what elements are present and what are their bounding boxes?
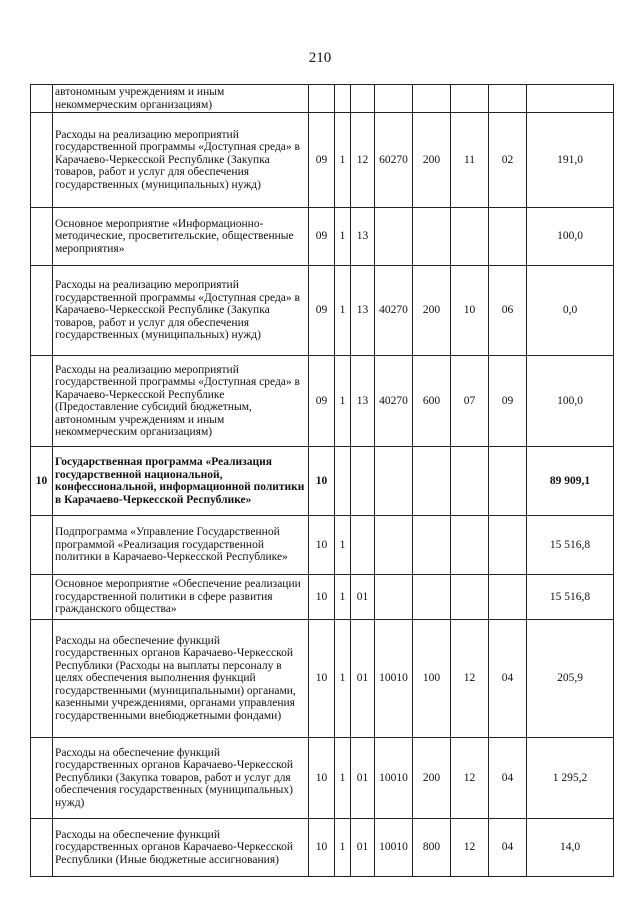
subprogram-code-cell [335,85,351,113]
program-code-cell: 10 [309,738,335,819]
activity-code-cell: 01 [351,738,375,819]
program-code-cell: 09 [309,266,335,356]
expense-type-cell: 100 [413,620,451,738]
direction-code-cell [375,85,413,113]
table-row [31,266,614,356]
amount-cell: 100,0 [527,356,614,447]
item-name-cell: Подпрограмма «Управление Государственной программой «Реализация государственной политики в Карачаево-Черкесской Республике» [53,516,309,575]
item-name-cell: Основное мероприятие «Обеспечение реализации государственной политики в сфере развития гражданского общества» [53,575,309,620]
direction-code-cell: 60270 [375,113,413,208]
table-row [31,575,614,620]
row-number-cell: 10 [31,447,53,516]
amount-cell: 15 516,8 [527,575,614,620]
direction-code-cell [375,447,413,516]
activity-code-cell [351,447,375,516]
section-code-cell: 12 [451,620,489,738]
activity-code-cell: 12 [351,113,375,208]
amount-cell: 205,9 [527,620,614,738]
activity-code-cell [351,85,375,113]
program-code-cell: 10 [309,516,335,575]
subprogram-code-cell: 1 [335,208,351,266]
row-number-cell [31,819,53,877]
direction-code-cell: 40270 [375,356,413,447]
direction-code-cell: 10010 [375,620,413,738]
page-number: 210 [308,50,332,66]
item-name-cell: Расходы на реализацию мероприятий государственной программы «Доступная среда» в Карачаево-Черкесской Республике (Закупка товаров, работ и услуг для обеспечения государственных (муниципальных) нужд) [53,266,309,356]
activity-code-cell: 13 [351,208,375,266]
subsection-code-cell [489,516,527,575]
direction-code-cell [375,208,413,266]
table-row [31,113,614,208]
section-code-cell [451,447,489,516]
program-code-cell [309,85,335,113]
row-number-cell [31,266,53,356]
subprogram-code-cell: 1 [335,575,351,620]
subsection-code-cell: 04 [489,738,527,819]
table-row [31,447,614,516]
direction-code-cell: 40270 [375,266,413,356]
section-code-cell: 07 [451,356,489,447]
expense-type-cell: 800 [413,819,451,877]
activity-code-cell: 13 [351,356,375,447]
table-body [31,85,614,877]
subprogram-code-cell: 1 [335,620,351,738]
expense-type-cell: 200 [413,738,451,819]
subprogram-code-cell: 1 [335,819,351,877]
direction-code-cell: 10010 [375,819,413,877]
activity-code-cell: 01 [351,819,375,877]
program-code-cell: 09 [309,208,335,266]
expense-type-cell [413,85,451,113]
table-row [31,208,614,266]
row-number-cell [31,575,53,620]
subsection-code-cell [489,447,527,516]
direction-code-cell [375,516,413,575]
section-code-cell [451,575,489,620]
row-number-cell [31,113,53,208]
activity-code-cell: 13 [351,266,375,356]
table-row [31,620,614,738]
section-code-cell: 11 [451,113,489,208]
subprogram-code-cell: 1 [335,738,351,819]
program-code-cell: 10 [309,819,335,877]
subsection-code-cell [489,575,527,620]
row-number-cell [31,738,53,819]
item-name-cell: Расходы на реализацию мероприятий государственной программы «Доступная среда» в Карачаево-Черкесской Республике (Предоставление субсидий бюджетным, автономным учреждениям и иным некоммерческим организациям) [53,356,309,447]
table-row [31,516,614,575]
item-name-cell: Расходы на обеспечение функций государственных органов Карачаево-Черкесской Республики (Закупка товаров, работ и услуг для обеспечения государственных (муниципальных) нужд) [53,738,309,819]
expense-type-cell: 200 [413,266,451,356]
amount-cell: 1 295,2 [527,738,614,819]
item-name-cell: Расходы на обеспечение функций государственных органов Карачаево-Черкесской Республики (Иные бюджетные ассигнования) [53,819,309,877]
expense-type-cell [413,447,451,516]
table-row [31,85,614,113]
activity-code-cell: 01 [351,575,375,620]
section-code-cell [451,208,489,266]
program-code-cell: 09 [309,356,335,447]
program-code-cell: 10 [309,575,335,620]
activity-code-cell [351,516,375,575]
row-number-cell [31,620,53,738]
row-number-cell [31,516,53,575]
expense-type-cell [413,208,451,266]
subsection-code-cell: 09 [489,356,527,447]
amount-cell: 191,0 [527,113,614,208]
amount-cell: 15 516,8 [527,516,614,575]
table-row [31,738,614,819]
item-name-cell: Расходы на обеспечение функций государственных органов Карачаево-Черкесской Республики (Расходы на выплаты персоналу в целях обеспечения выполнения функций государственными (муниципальными) органами, казенными учреждениями, органами управления государственными внебюджетными фондами) [53,620,309,738]
amount-cell: 14,0 [527,819,614,877]
direction-code-cell [375,575,413,620]
section-code-cell [451,85,489,113]
program-code-cell: 10 [309,447,335,516]
activity-code-cell: 01 [351,620,375,738]
program-code-cell: 09 [309,113,335,208]
subsection-code-cell [489,208,527,266]
subsection-code-cell: 02 [489,113,527,208]
amount-cell [527,85,614,113]
item-name-cell: Государственная программа «Реализация государственной национальной, конфессиональной, информационной политики в Карачаево-Черкесской Республике» [53,447,309,516]
table-row [31,819,614,877]
item-name-cell: автономным учреждениям и иным некоммерческим организациям) [53,85,309,113]
amount-cell: 0,0 [527,266,614,356]
program-code-cell: 10 [309,620,335,738]
subprogram-code-cell: 1 [335,113,351,208]
budget-table [30,84,614,877]
direction-code-cell: 10010 [375,738,413,819]
amount-cell: 89 909,1 [527,447,614,516]
section-code-cell [451,516,489,575]
section-code-cell: 12 [451,819,489,877]
subsection-code-cell: 06 [489,266,527,356]
row-number-cell [31,85,53,113]
expense-type-cell [413,575,451,620]
item-name-cell: Основное мероприятие «Информационно-методические, просветительские, общественные мероприятия» [53,208,309,266]
subsection-code-cell: 04 [489,620,527,738]
row-number-cell [31,356,53,447]
expense-type-cell: 600 [413,356,451,447]
subprogram-code-cell [335,447,351,516]
section-code-cell: 10 [451,266,489,356]
subsection-code-cell: 04 [489,819,527,877]
subprogram-code-cell: 1 [335,356,351,447]
table-row [31,356,614,447]
amount-cell: 100,0 [527,208,614,266]
item-name-cell: Расходы на реализацию мероприятий государственной программы «Доступная среда» в Карачаево-Черкесской Республике (Закупка товаров, работ и услуг для обеспечения государственных (муниципальных) нужд) [53,113,309,208]
subsection-code-cell [489,85,527,113]
row-number-cell [31,208,53,266]
subprogram-code-cell: 1 [335,266,351,356]
subprogram-code-cell: 1 [335,516,351,575]
expense-type-cell: 200 [413,113,451,208]
section-code-cell: 12 [451,738,489,819]
expense-type-cell [413,516,451,575]
